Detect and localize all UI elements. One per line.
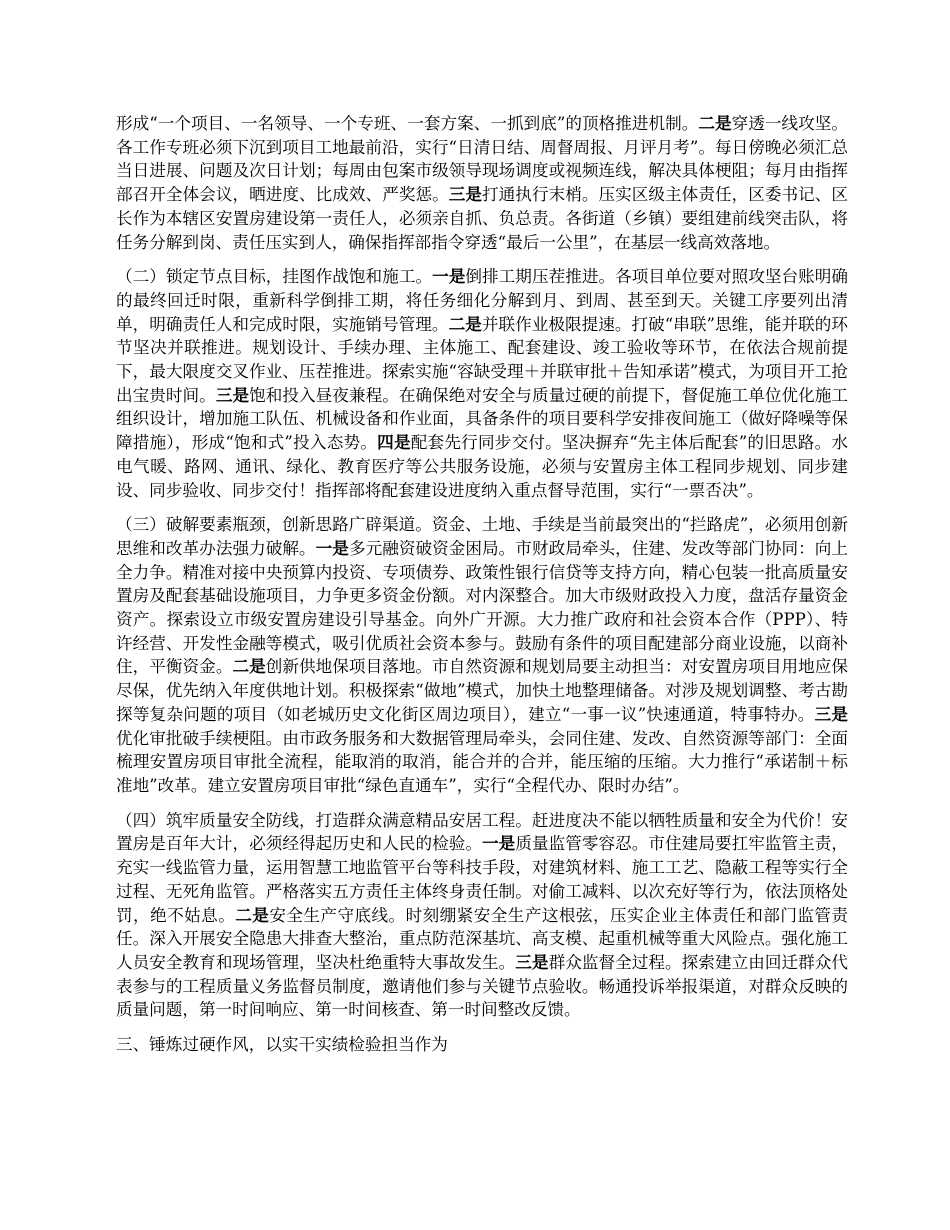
paragraph-text: （二）锁定节点目标，挂图作战饱和施工。 (116, 267, 433, 287)
paragraph (116, 112, 848, 254)
paragraph-text: 配套先行同步交付。坚决摒弃“先主体后配套”的旧思路。水电气暖、路网、通讯、绿化、教育医疗等公共服务设施，必须与安置房主体工程同步规划、同步建设、同步验收、同步交付！指挥部将配套建设进度纳入重点督导范围，实行“一票否决”。 (116, 433, 849, 500)
paragraph (116, 809, 848, 1022)
bold-lead: 四是 (377, 432, 411, 453)
paragraph-text: 倒排工期压茬推进。各项目单位要对照攻坚台账明确的最终回迁时限，重新科学倒排工期，将任务细化分解到月、到周、甚至到天。关键工序要列出清单，明确责任人和完成时限，实施销号管理。 (116, 267, 849, 334)
paragraph-text: 多元融资破资金困局。市财政局牵头，住建、发改等部门协同：向上全力争。精准对接中央预算内投资、专项债券、政策性银行信贷等支持方向，精心包装一批高质量安置房及配套基础设施项目，力争更多资金份额。对内深整合。加大市级财政投入力度，盘活存量资金资产。探索设立市级安置房建设引导基金。向外广开源。大力推广政府和社会资本合作（PPP）、特许经营、开发性金融等模式，吸引优质社会资本参与。鼓励有条件的项目配建部分商业设施，以商补住，平衡资金。 (116, 538, 849, 677)
bold-lead: 三是 (215, 384, 250, 405)
paragraph-text: 并联作业极限提速。打破“串联”思维，能并联的环节坚决并联推进。规划设计、手续办理、主体施工、配套建设、竣工验收等环节，在依法合规前提下，最大限度交叉作业、压茬推进。探索实施“容缺受理＋并联审批＋告知承诺”模式，为项目开工抢出宝贵时间。 (116, 314, 849, 405)
paragraph (116, 265, 848, 502)
paragraph-text: 质量监管零容忍。市住建局要扛牢监管主责，充实一线监管力量，运用智慧工地监管平台等科技手段，对建筑材料、施工工艺、隐蔽工程等实行全过程、无死角监管。严格落实五方责任主体终身责任制。对偷工减料、以次充好等行为，依法顶格处罚，绝不姑息。 (116, 834, 849, 925)
bold-lead: 三是 (814, 703, 849, 724)
paragraph-text: 饱和投入昼夜兼程。在确保绝对安全与质量过硬的前提下，督促施工单位优化施工组织设计，增加施工队伍、机械设备和作业面，具备条件的项目要科学安排夜间施工（做好降噪等保障措施），形成“饱和式”投入态势。 (116, 385, 849, 453)
bold-lead: 二是 (698, 113, 732, 133)
bold-lead: 二是 (232, 656, 266, 677)
paragraph-text: （四）筑牢质量安全防线，打造群众满意精品安居工程。赶进度决不能以牺牲质量和安全为代价！安置房是百年大计，必须经得起历史和人民的检验。 (116, 810, 848, 854)
paragraph-text: 打通执行末梢。压实区级主体责任，区委书记、区长作为本辖区安置房建设第一责任人，必须亲自抓、负总责。各街道（乡镇）要组建前线突击队，将任务分解到岗、责任压实到人，确保指挥部指令穿透“最后一公里”，在基层一线高效落地。 (116, 185, 849, 252)
bold-lead: 三是 (515, 951, 549, 972)
paragraph-text: 群众监督全过程。探索建立由回迁群众代表参与的工程质量义务监督员制度，邀请他们参与关键节点验收。畅通投诉举报渠道，对群众反映的质量问题，第一时间响应、第一时间核查、第一时间整改反馈。 (116, 952, 849, 1020)
document-body (116, 112, 848, 1022)
paragraph (116, 513, 848, 797)
paragraph-text: （三）破解要素瓶颈，创新思路广辟渠道。资金、土地、手续是当前最突出的“拦路虎”，必须用创新思维和改革办法强力破解。 (116, 515, 848, 558)
bold-lead: 一是 (432, 266, 466, 287)
bold-lead: 二是 (235, 904, 270, 925)
paragraph-text: 穿透一线攻坚。各工作专班必须下沉到项目工地最前沿，实行“日清日结、周督周报、月评月考”。每日傍晚必须汇总当日进展、问题及次日计划；每周由包案市级领导现场调度或视频连线，解决具体梗阻；每月由指挥部召开全体会议，晒进度、比成效、严奖惩。 (116, 114, 849, 205)
paragraph-text: 形成“一个项目、一名领导、一个专班、一套方案、一抓到底”的顶格推进机制。 (116, 114, 699, 133)
bold-lead: 一是 (482, 833, 516, 854)
bold-lead: 三是 (448, 184, 483, 205)
paragraph-text: 优化审批破手续梗阻。由市政务服务和大数据管理局牵头，会同住建、发改、自然资源等部门：全面梳理安置房项目审批全流程，能取消的取消，能合并的合并，能压缩的压缩。大力推行“承诺制＋标准地”改革。建立安置房项目审批“绿色直通车”，实行“全程代办、限时办结”。 (116, 728, 848, 795)
document-page (116, 112, 848, 1068)
paragraph-text: 创新供地保项目落地。市自然资源和规划局要主动担当：对安置房项目用地应保尽保，优先纳入年度供地计划。积极探索“做地”模式，加快土地整理储备。对涉及规划调整、考古勘探等复杂问题的项目（如老城历史文化街区周边项目），建立“一事一议”快速通道，特事特办。 (116, 657, 849, 724)
section-heading: 三、锤炼过硬作风，以实干实绩检验担当作为 (116, 1035, 448, 1055)
bold-lead: 一是 (315, 537, 349, 558)
paragraph-text: 安全生产守底线。时刻绷紧安全生产这根弦，压实企业主体责任和部门监管责任。深入开展安全隐患大排查大整治，重点防范深基坑、高支模、起重机械等重大风险点。强化施工人员安全教育和现场管理，坚决杜绝重特大事故发生。 (116, 905, 849, 972)
bold-lead: 二是 (448, 313, 482, 334)
